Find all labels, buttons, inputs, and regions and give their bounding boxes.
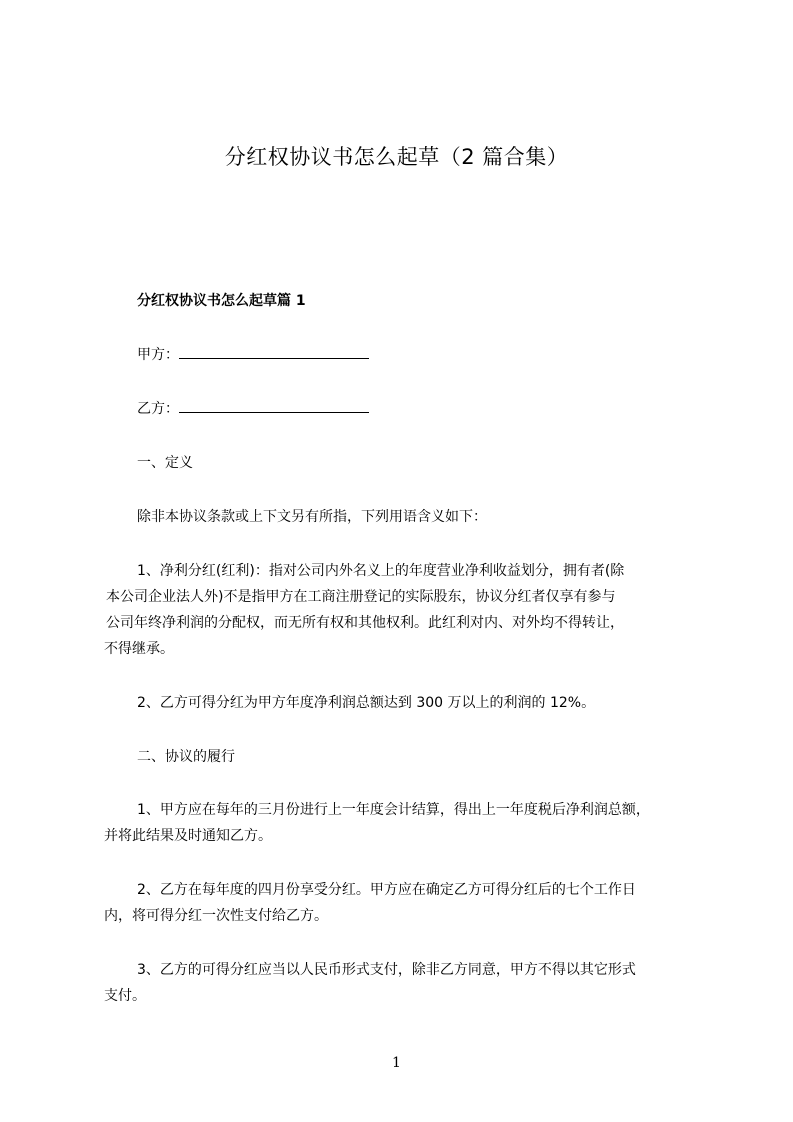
performance-heading: 二、协议的履行 [137,749,235,765]
definition-intro: 除非本协议条款或上下文另有所指，下列用语含义如下： [137,509,487,525]
party-b-label: 乙方： [137,401,179,417]
performance-item1-line2: 并将此结果及时通知乙方。 [104,828,272,844]
party-a-line [137,344,369,366]
document-title: 分红权协议书怎么起草（2 篇合集） [224,145,569,169]
party-a-label: 甲方： [137,347,179,363]
definition-item1-line1: 1、净利分红(红利)：指对公司内外名义上的年度营业净利收益划分，拥有者(除 [137,563,625,579]
definition-item1-line2: 本公司企业法人外)不是指甲方在工商注册登记的实际股东，协议分红者仅享有参与 [106,589,616,605]
party-b-blank [179,398,369,413]
performance-item2-line1: 2、乙方在每年度的四月份享受分红。甲方应在确定乙方可得分红后的七个工作日 [137,882,636,898]
performance-item1-line1: 1、甲方应在每年的三月份进行上一年度会计结算，得出上一年度税后净利润总额， [137,802,650,818]
party-b-line [137,398,369,420]
section-heading: 分红权协议书怎么起草篇 1 [137,293,306,309]
definition-item2: 2、乙方可得分红为甲方年度净利润总额达到 300 万以上的利润的 12%。 [137,695,596,711]
definition-item1-line3: 公司年终净利润的分配权，而无所有权和其他权利。此红利对内、对外均不得转让， [106,615,624,631]
definition-item1-line4: 不得继承。 [104,641,174,657]
performance-item3-line1: 3、乙方的可得分红应当以人民币形式支付，除非乙方同意，甲方不得以其它形式 [137,962,636,978]
definition-heading: 一、定义 [137,455,193,471]
performance-item3-line2: 支付。 [104,988,146,1004]
party-a-blank [179,344,369,359]
page-number: 1 [392,1055,401,1071]
performance-item2-line2: 内，将可得分红一次性支付给乙方。 [104,908,328,924]
